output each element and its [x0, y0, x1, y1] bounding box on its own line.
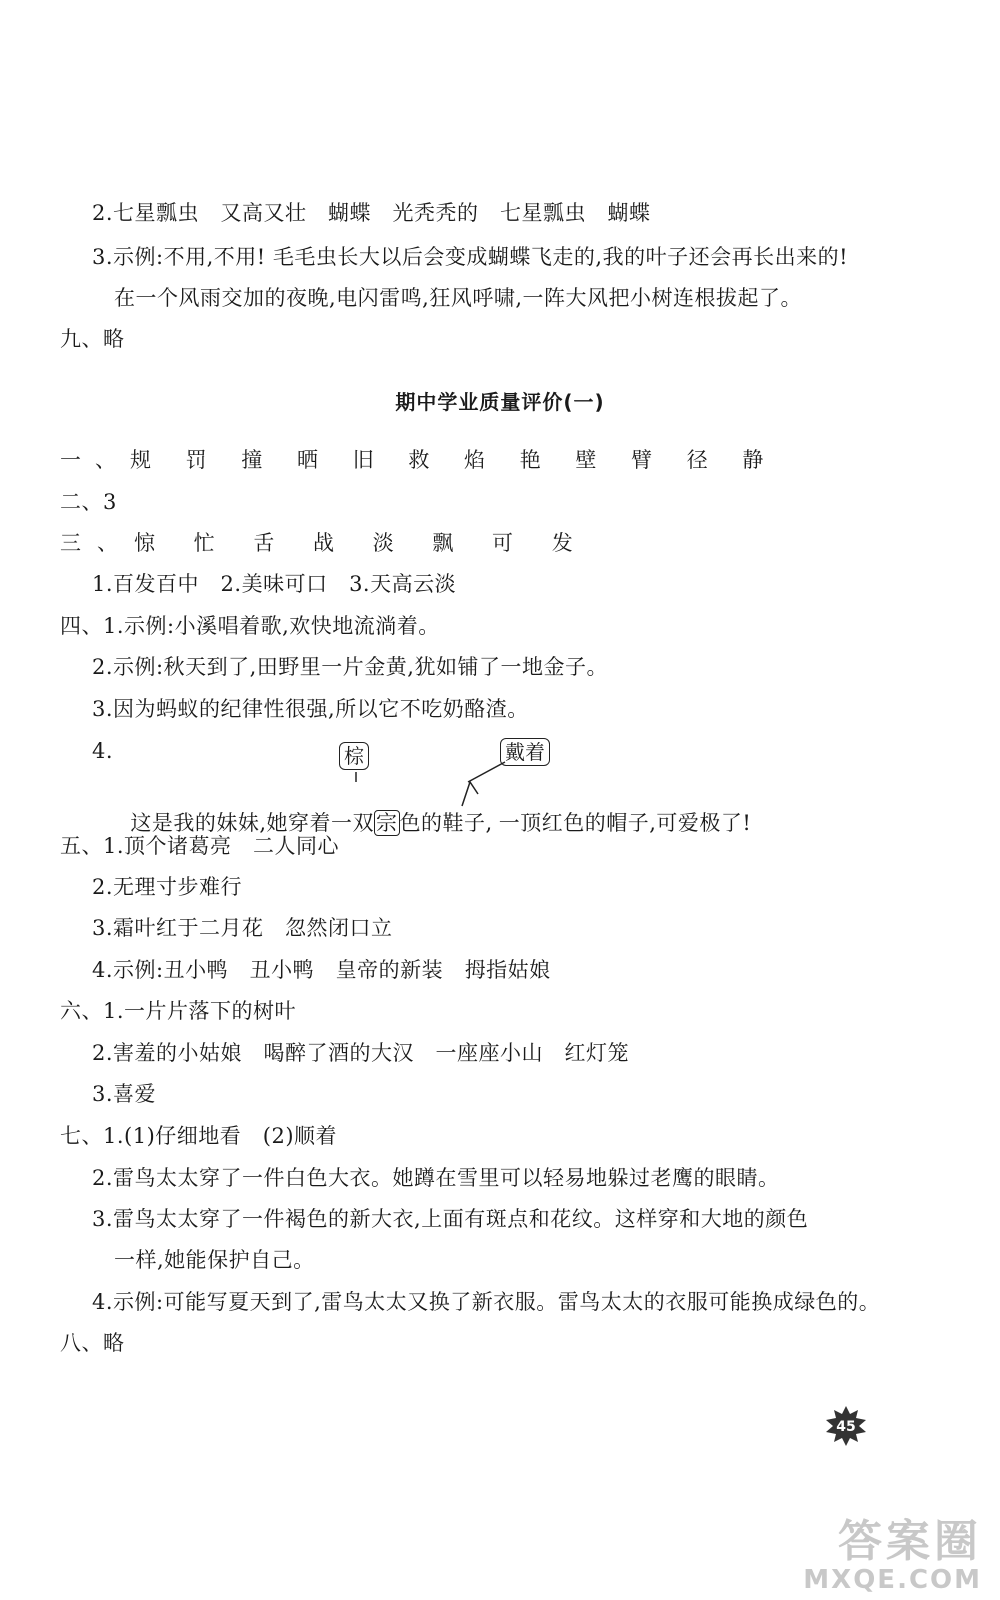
- answer-q4-1: 四、1.示例:小溪唱着歌,欢快地流淌着。: [60, 614, 440, 638]
- answer-q5-4: 4.示例:丑小鸭 丑小鸭 皇帝的新装 拇指姑娘: [92, 958, 551, 982]
- answer-q7-2: 2.雷鸟太太穿了一件白色大衣。她蹲在雪里可以轻易地躲过老鹰的眼睛。: [92, 1166, 780, 1190]
- sun-badge-icon: [826, 1406, 866, 1446]
- section-title: 期中学业质量评价(一): [395, 390, 605, 414]
- answer-q8: 八、略: [60, 1331, 125, 1355]
- watermark: [803, 1518, 982, 1594]
- answer-q3-sub: 1.百发百中 2.美味可口 3.天高云淡: [92, 572, 457, 596]
- answer-q2: 二、3: [60, 490, 117, 514]
- answer-q4-4-number: 4.: [92, 739, 114, 763]
- answer-q1: 一、规 罚 撞 晒 旧 救 焰 艳 壁 臂 径 静: [60, 448, 778, 472]
- marked-wrong-char: 宗: [376, 811, 398, 835]
- answer-q5-2: 2.无理寸步难行: [92, 875, 243, 899]
- watermark-bottom: MXQE.COM: [803, 1565, 982, 1595]
- watermark-top: 答案圈: [838, 1516, 982, 1567]
- correction-insert-wearing: 戴着: [500, 738, 550, 766]
- answer-q4-3: 3.因为蚂蚁的纪律性很强,所以它不吃奶酪渣。: [92, 697, 529, 721]
- answer-line-2: 2.七星瓢虫 又高又壮 蝴蝶 光秃秃的 七星瓢虫 蝴蝶: [92, 201, 651, 225]
- correction-insert-brown: 棕: [339, 742, 369, 770]
- answer-q7-1: 七、1.(1)仔细地看 (2)顺着: [60, 1124, 338, 1148]
- page-number-badge: [826, 1406, 866, 1446]
- answer-nine: 九、略: [60, 327, 125, 351]
- answer-q5-1: 五、1.顶个诸葛亮 二人同心: [60, 834, 340, 858]
- sentence-part-a: 这是我的妹妹,她穿着一双: [130, 811, 375, 835]
- answer-q7-3b: 一样,她能保护自己。: [114, 1248, 315, 1272]
- answer-q5-3: 3.霜叶红于二月花 忽然闭口立: [92, 916, 393, 940]
- answer-q6-2: 2.害羞的小姑娘 喝醉了酒的大汉 一座座小山 红灯笼: [92, 1041, 630, 1065]
- answer-q7-3a: 3.雷鸟太太穿了一件褐色的新大衣,上面有斑点和花纹。这样穿和大地的颜色: [92, 1207, 809, 1231]
- answer-line-3b: 在一个风雨交加的夜晚,电闪雷鸣,狂风呼啸,一阵大风把小树连根拔起了。: [114, 286, 803, 310]
- answer-q3: 三、惊 忙 舌 战 淡 飘 可 发: [60, 531, 589, 555]
- answer-q4-2: 2.示例:秋天到了,田野里一片金黄,犹如铺了一地金子。: [92, 655, 608, 679]
- answer-q6-3: 3.喜爱: [92, 1082, 157, 1106]
- answer-q6-1: 六、1.一片片落下的树叶: [60, 999, 297, 1023]
- sentence-part-b: 色的鞋子,: [399, 811, 493, 835]
- svg-text:45: 45: [836, 1419, 856, 1435]
- answer-q4-4-sentence: [116, 778, 751, 838]
- sentence-part-c: 一顶红色的帽子,可爱极了!: [498, 811, 752, 835]
- answer-q7-4: 4.示例:可能写夏天到了,雷鸟太太又换了新衣服。雷鸟太太的衣服可能换成绿色的。: [92, 1290, 881, 1314]
- answer-line-3: 3.示例:不用,不用! 毛毛虫长大以后会变成蝴蝶飞走的,我的叶子还会再长出来的!: [92, 245, 849, 269]
